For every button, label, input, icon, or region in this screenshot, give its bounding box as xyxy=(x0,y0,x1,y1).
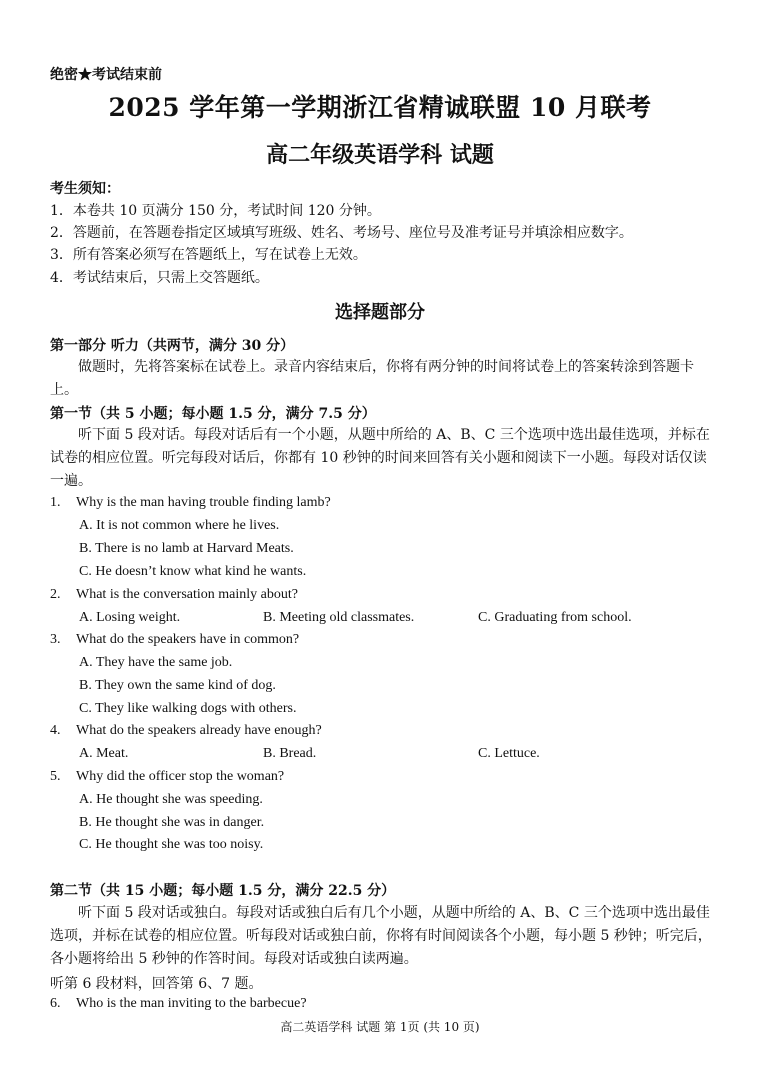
question-number: 2. xyxy=(50,587,61,602)
option-a: A. It is not common where he lives. xyxy=(79,518,280,533)
notice-item: 4．考试结束后，只需上交答题纸。 xyxy=(50,270,269,286)
question-text: What is the conversation mainly about? xyxy=(76,587,298,602)
section1-instruction: 做题时，先将答案标在试卷上。录音内容结束后，你将有两分钟的时间将试卷上的答案转涂到答题卡上。 xyxy=(50,359,694,398)
option-c: C. They like walking dogs with others. xyxy=(79,701,297,716)
option-b: B. There is no lamb at Harvard Meats. xyxy=(79,541,294,556)
question-number: 4. xyxy=(50,723,61,738)
page-footer: 高二英语学科 试题 第 1页 (共 10 页) xyxy=(280,1020,480,1034)
confidential-label: 绝密★考试结束前 xyxy=(50,67,162,83)
notice-item: 2．答题前，在答题卷指定区域填写班级、姓名、考场号、座位号及准考证号并填涂相应数字。 xyxy=(50,225,633,241)
option-b: B. He thought she was in danger. xyxy=(79,815,265,830)
material-note: 听第 6 段材料，回答第 6、7 题。 xyxy=(50,976,263,992)
question-number: 5. xyxy=(50,769,61,784)
question-number: 3. xyxy=(50,632,61,647)
question-text: Why is the man having trouble finding lamb? xyxy=(76,495,331,510)
section1-heading: 第一部分 听力（共两节，满分 30 分） xyxy=(50,338,295,354)
notice-item: 3．所有答案必须写在答题纸上，写在试卷上无效。 xyxy=(50,247,367,263)
option-b: B. They own the same kind of dog. xyxy=(79,678,276,693)
question-text: What do the speakers already have enough? xyxy=(76,723,322,738)
subsection2-heading: 第二节（共 15 小题；每小题 1.5 分，满分 22.5 分） xyxy=(50,883,396,899)
exam-title: 2025 学年第一学期浙江省精诚联盟 10 月联考 xyxy=(108,93,652,122)
subsection2-instruction: 听下面 5 段对话或独白。每段对话或独白后有几个小题，从题中所给的 A、B、C 三个选项中选出最佳选项，并标在试卷的相应位置。听每段对话或独白前，你将有时间阅读各个小题，每小题 5 秒钟；听完后，各小题将给出 5 秒钟的作答时间。每段对话或独白读两遍。 xyxy=(50,905,712,967)
option-a: A. They have the same job. xyxy=(79,655,233,670)
option-b: B. Bread. xyxy=(263,746,317,761)
option-a: A. Losing weight. xyxy=(79,610,181,625)
option-a: A. He thought she was speeding. xyxy=(79,792,263,807)
option-b: B. Meeting old classmates. xyxy=(263,610,415,625)
option-c: C. Graduating from school. xyxy=(478,610,632,625)
option-c: C. Lettuce. xyxy=(478,746,540,761)
notice-label: 考生须知： xyxy=(50,181,120,197)
question-text: Who is the man inviting to the barbecue? xyxy=(76,996,307,1011)
option-a: A. Meat. xyxy=(79,746,129,761)
exam-subtitle: 高二年级英语学科 试题 xyxy=(266,142,494,168)
option-c: C. He thought she was too noisy. xyxy=(79,837,264,852)
option-c: C. He doesn’t know what kind he wants. xyxy=(79,564,307,579)
question-number: 6. xyxy=(50,996,61,1011)
subsection1-heading: 第一节（共 5 小题；每小题 1.5 分，满分 7.5 分） xyxy=(50,406,376,422)
question-text: Why did the officer stop the woman? xyxy=(76,769,285,784)
notice-item: 1．本卷共 10 页满分 150 分，考试时间 120 分钟。 xyxy=(50,203,381,219)
part-title: 选择题部分 xyxy=(335,302,425,323)
question-number: 1. xyxy=(50,495,61,510)
subsection1-instruction: 听下面 5 段对话。每段对话后有一个小题，从题中所给的 A、B、C 三个选项中选出最佳选项，并标在试卷的相应位置。听完每段对话后，你都有 10 秒钟的时间来回答有关小题和阅读下一小题。每段对话仅读一遍。 xyxy=(50,427,710,489)
question-text: What do the speakers have in common? xyxy=(76,632,300,647)
